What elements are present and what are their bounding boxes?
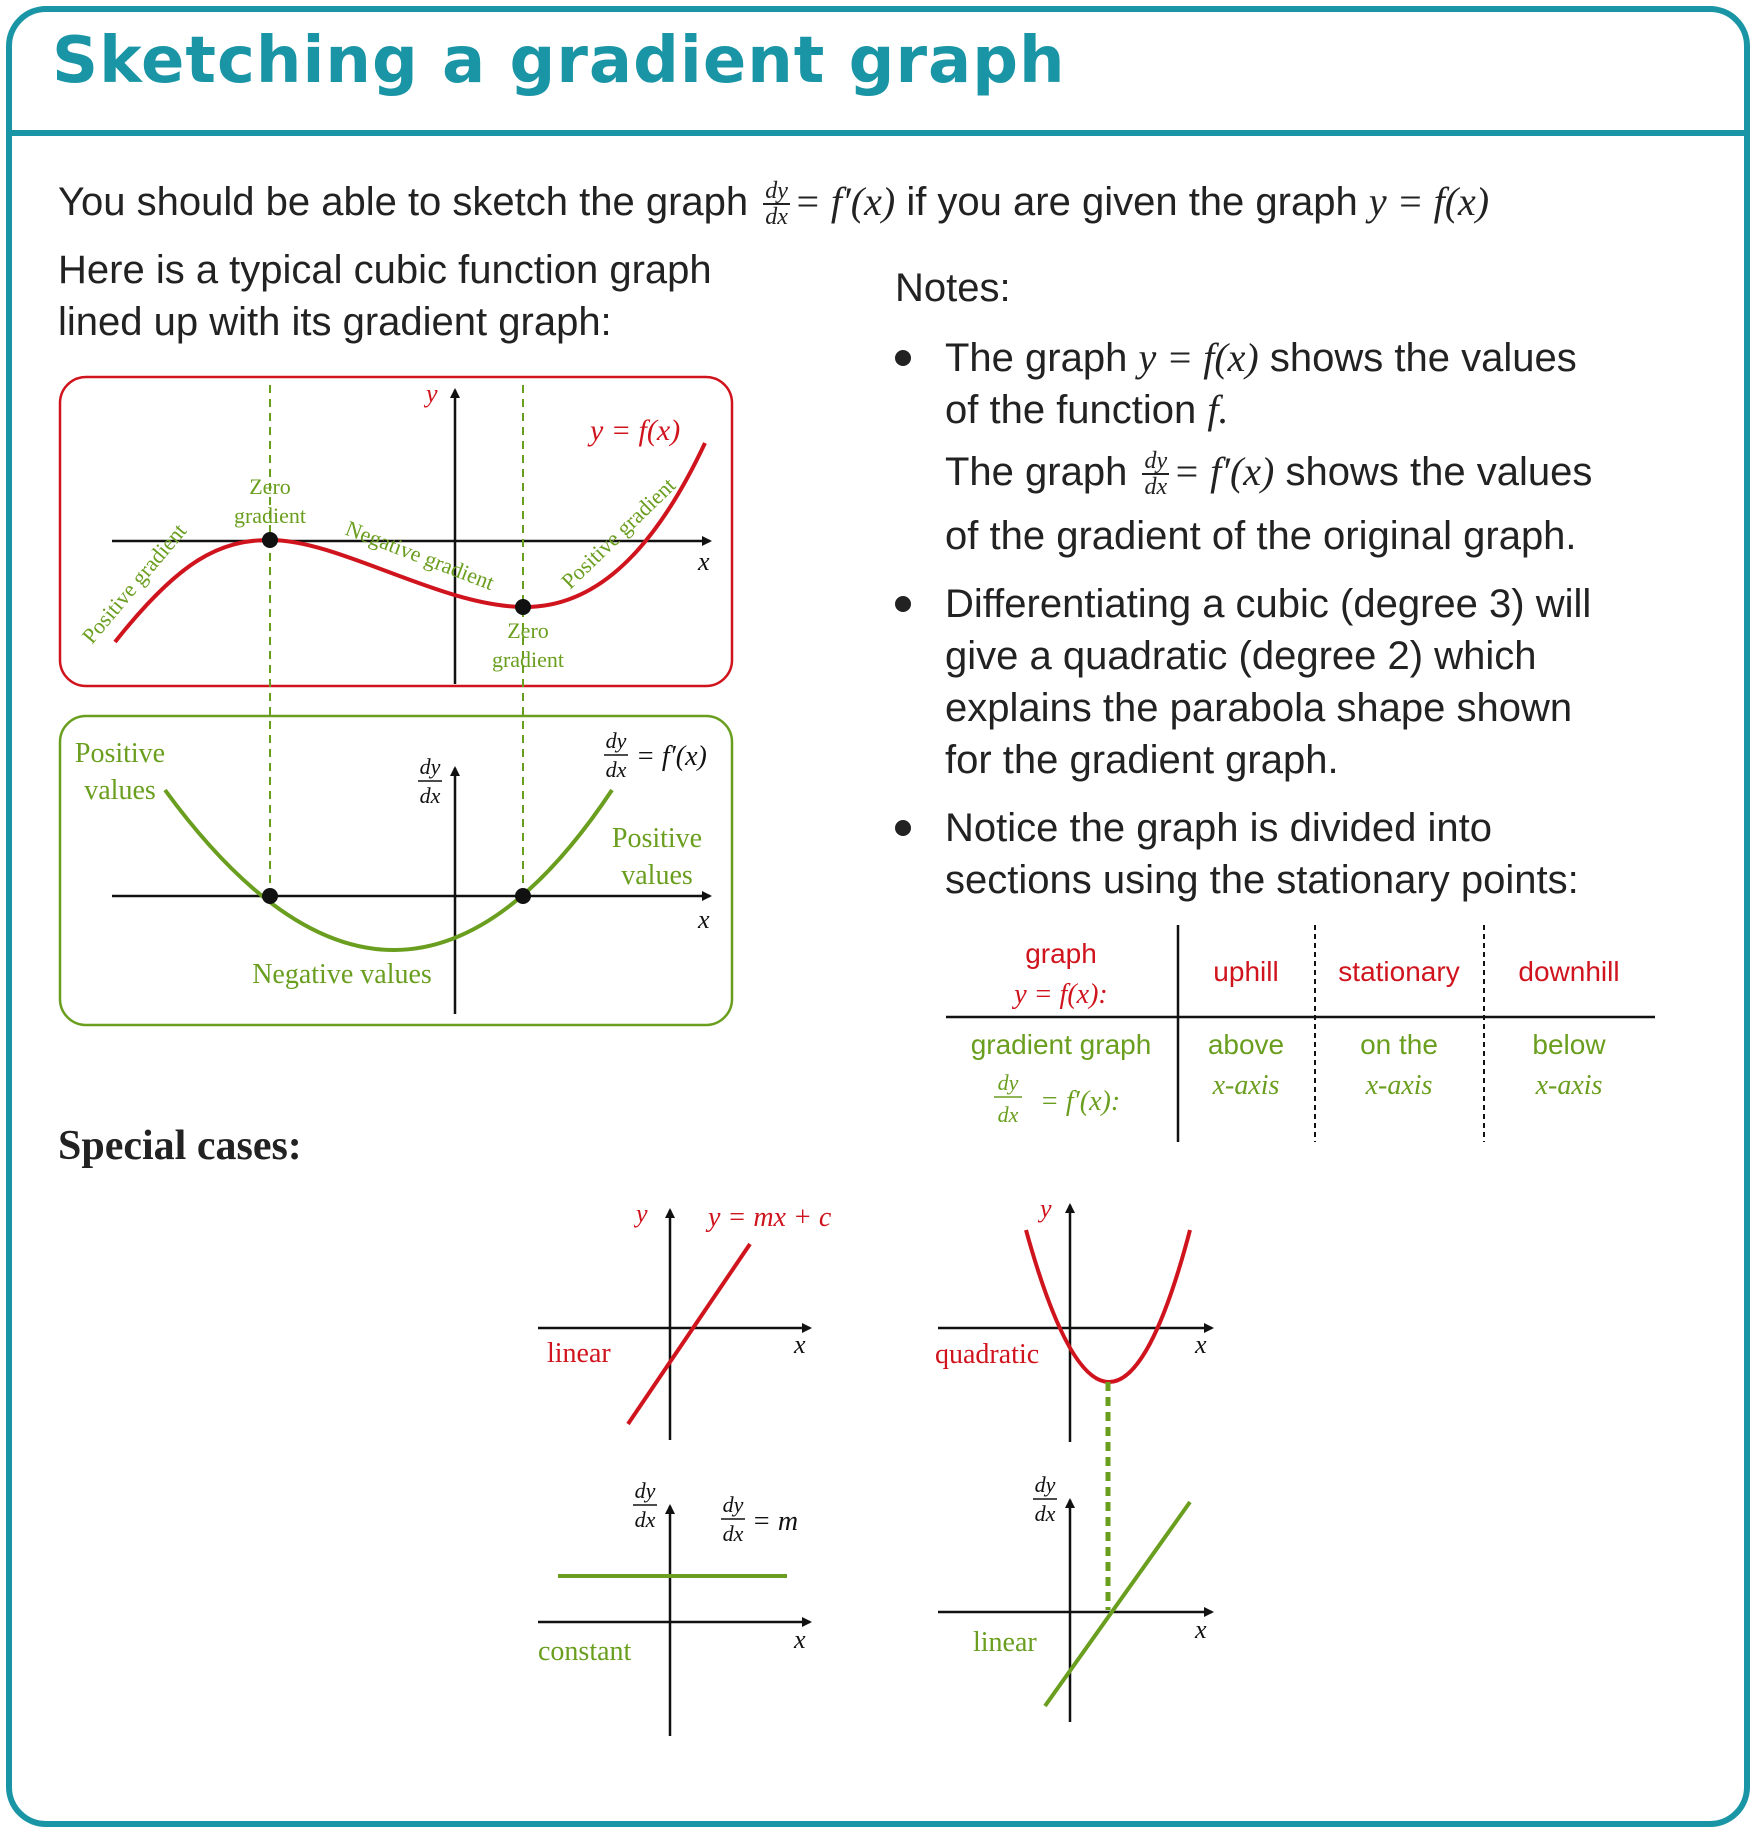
stationary-point-min (515, 599, 531, 615)
linear-y-label: y (636, 1199, 648, 1228)
root-point-1 (262, 888, 278, 904)
intro-text-b: if you are given the graph (906, 180, 1358, 224)
quadratic-x-label: x (1195, 1330, 1207, 1359)
positive-values-2-line-1: Positive (611, 823, 703, 854)
gradient-dx-label: dx (419, 783, 441, 808)
table-cell-above-axis: x-axis (1212, 1070, 1280, 1101)
note-2-line-2: give a quadratic (degree 2) which (945, 634, 1537, 678)
table-row2-dx: dx (997, 1102, 1019, 1127)
zero-gradient-2-line-1: Zero (507, 618, 549, 643)
lead-line-2: lined up with its gradient graph: (58, 300, 612, 344)
zero-gradient-1-line-2: gradient (233, 503, 307, 528)
gradient-eq-rhs: = f′(x) (636, 741, 707, 772)
table-cell-below-axis: x-axis (1535, 1070, 1603, 1101)
table-row2-head-line-1: gradient graph (970, 1029, 1152, 1060)
notes-heading: Notes: (895, 266, 1011, 310)
root-point-2 (515, 888, 531, 904)
intro-expr-a: = f′(x) (793, 179, 896, 224)
constant-eq-dx: dx (722, 1521, 744, 1546)
note-2-line-3: explains the parabola shape shown (945, 686, 1573, 730)
special-cases-heading: Special cases: (58, 1123, 302, 1169)
note-1-line-3-expr: = f′(x) (1173, 449, 1275, 494)
negative-values-label: Negative values (252, 959, 432, 990)
quadratic-curve (1026, 1230, 1190, 1382)
quadratic-type-label: quadratic (935, 1339, 1040, 1370)
linear2-dx: dx (1034, 1501, 1056, 1526)
linear2-dy: dy (1034, 1472, 1056, 1497)
linear-type-label: linear (547, 1338, 611, 1369)
stationary-point-max (262, 532, 278, 548)
table-cell-downhill: downhill (1518, 956, 1620, 987)
linear-function-graph (538, 1199, 832, 1440)
linear-gradient-graph (938, 1472, 1212, 1722)
note-1-expr: y = f(x) (1138, 335, 1259, 380)
constant-eq-rhs: = m (752, 1506, 799, 1537)
constant-dy: dy (634, 1478, 656, 1503)
positive-gradient-label-1: Positive gradient (76, 518, 192, 649)
cubic-y-label: y (426, 379, 438, 408)
cubic-curve-label: y = f(x) (590, 414, 681, 447)
note-1-text-b: shows the values (1269, 336, 1577, 380)
note-frac-num: dy (1144, 448, 1168, 475)
zero-gradient-2-line-2: gradient (491, 647, 565, 672)
negative-gradient-label: Negative gradient (342, 515, 498, 595)
page-title: Sketching a gradient graph (52, 24, 1066, 98)
constant-gradient-graph (538, 1478, 810, 1736)
table-row2-head-expr: = f′(x): (1040, 1086, 1121, 1117)
linear2-gradient-line (1045, 1502, 1190, 1706)
table-cell-uphill: uphill (1213, 956, 1279, 987)
table-cell-above: above (1207, 1029, 1285, 1060)
linear-equation-label: y = mx + c (708, 1202, 832, 1233)
gradient-dy-label: dy (419, 754, 441, 779)
linear2-type-label: linear (973, 1627, 1037, 1658)
note-1-line-2-expr: f. (1207, 387, 1229, 432)
constant-dx: dx (634, 1507, 656, 1532)
note-frac-den: dx (1144, 474, 1168, 501)
positive-gradient-label-2: Positive gradient (556, 472, 681, 594)
note-1-line-3-text-a: The graph (945, 450, 1128, 494)
note-1-line-3-text-b: shows the values (1285, 450, 1593, 494)
linear-function-line (628, 1244, 750, 1424)
table-row2-dy: dy (997, 1070, 1019, 1095)
gradient-eq-dx: dx (605, 757, 627, 782)
note-2-line-4: for the gradient graph. (945, 738, 1339, 782)
parabola-curve (165, 790, 612, 950)
table-cell-below: below (1532, 1029, 1606, 1060)
note-1-line-2-text: of the function (945, 388, 1197, 432)
cubic-x-label: x (698, 547, 710, 576)
constant-type-label: constant (538, 1636, 632, 1667)
note-1-line-4: of the gradient of the original graph. (945, 514, 1577, 558)
positive-values-2-line-2: values (621, 860, 693, 891)
table-row1-head-line-2: y = f(x): (1014, 979, 1108, 1010)
note-2-line-1: Differentiating a cubic (degree 3) will (945, 582, 1592, 626)
linear-x-label: x (794, 1330, 806, 1359)
intro-frac-den: dx (765, 204, 788, 231)
constant-eq-dy: dy (722, 1492, 744, 1517)
table-row1-head-line-1: graph (1025, 938, 1097, 969)
intro-expr-b: y = f(x) (1368, 179, 1490, 224)
intro-text-a: You should be able to sketch the graph (58, 180, 749, 224)
quadratic-function-graph (935, 1194, 1212, 1610)
lead-line-1: Here is a typical cubic function graph (58, 248, 712, 292)
gradient-x-label: x (698, 905, 710, 934)
constant-x-label: x (794, 1625, 806, 1654)
table-cell-on-axis: x-axis (1365, 1070, 1433, 1101)
zero-gradient-1-line-1: Zero (249, 474, 291, 499)
table-cell-stationary: stationary (1338, 956, 1460, 987)
gradient-eq-dy: dy (605, 728, 627, 753)
quadratic-y-label: y (1040, 1194, 1052, 1223)
positive-values-1-line-1: Positive (74, 738, 166, 769)
linear2-x-label: x (1195, 1615, 1207, 1644)
note-1-text-a: The graph (945, 336, 1128, 380)
positive-values-1-line-2: values (84, 775, 156, 806)
note-3-line-2: sections using the stationary points: (945, 858, 1579, 902)
stationary-table (946, 925, 1655, 1142)
table-cell-on-the: on the (1360, 1029, 1438, 1060)
intro-frac-num: dy (765, 178, 788, 205)
note-3-line-1: Notice the graph is divided into (945, 806, 1492, 850)
cubic-graph (60, 377, 732, 900)
gradient-graph (60, 716, 732, 1025)
